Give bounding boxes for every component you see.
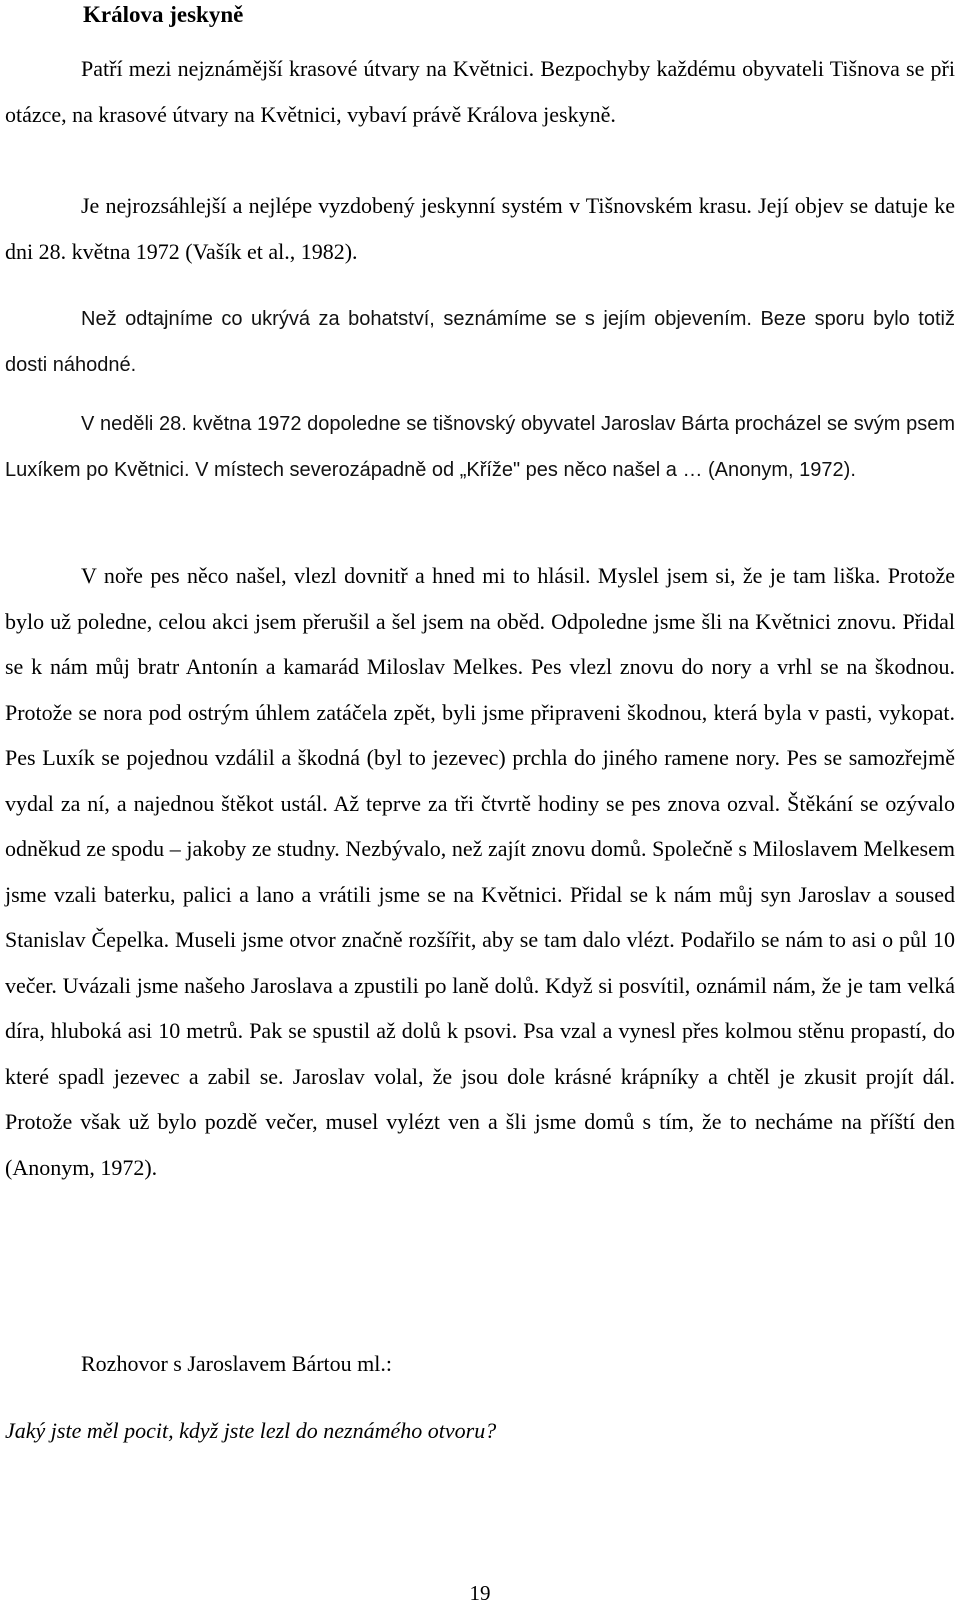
paragraph-question: Jaký jste měl pocit, když jste lezl do neznámého otvoru? [5,1418,497,1443]
section-heading: Králova jeskyně [83,2,244,27]
paragraph-system: Je nejrozsáhlejší a nejlépe vyzdobený jeskynní systém v Tišnovském krasu. Její objev se datuje ke dni 28. května 1972 (Vašík et al., 1982). [5,193,955,264]
paragraph-intro: Patří mezi nejznámější krasové útvary na Květnici. Bezpochyby každému obyvateli Tišnova se při otázce, na krasové útvary na Květnici, vybaví právě Králova jeskyně. [5,56,955,127]
paragraph-discovery-intro: Než odtajníme co ukrývá za bohatství, seznámíme se s jejím objevením. Beze sporu bylo totiž dosti náhodné. [5,308,955,376]
paragraph-testimony: V noře pes něco našel, vlezl dovnitř a hned mi to hlásil. Myslel jsem si, že je tam liška. Protože bylo už poledne, celou akci jsem přerušil a šel jsem na oběd. Odpoledne jsme šli na Květnici znovu. Přidal se k nám můj bratr Antonín a kamarád Miloslav Melkes. Pes vlezl znovu do nory a vrhl se na škodnou. Protože se nora pod ostrým úhlem zatáčela zpět, byli jsme připraveni škodnou, která byla v pasti, vykopat. Pes Luxík se pojednou vzdálil a škodná (byl to jezevec) prchla do jiného ramene nory. Pes se samozřejmě vydal za ní, a najednou štěkot ustál. Až teprve za tři čtvrtě hodiny se pes znova ozval. Štěkání se ozývalo odněkud ze spodu – jakoby ze studny. Nezbývalo, než zajít znovu domů. Společně s Miloslavem Melkesem jsme vzali baterku, palici a lano a vrátili jsme se na Květnici. Přidal se k nám můj syn Jaroslav a soused Stanislav Čepelka. Museli jsme otvor značně rozšířit, aby se tam dalo vlézt. Podařilo se nám to asi o půl 10 večer. Uvázali jsme našeho Jaroslava a zpustili po laně dolů. Když si posvítil, oznámil nám, že je tam velká díra, hluboká asi 10 metrů. Pak se spustil až dolů k psovi. Psa vzal a vynesl přes kolmou stěnu propastí, do které spadl jezevec a zabil se. Jaroslav volal, že jsou dole krásné krápníky a chtěl je zkusit projít dál. Protože však už bylo pozdě večer, musel vylézt ven a šli jsme domů s tím, že to necháme na příští den (Anonym, 1972). [5,563,955,1180]
paragraph-sunday: V neděli 28. května 1972 dopoledne se tišnovský obyvatel Jaroslav Bárta procházel se svým psem Luxíkem po Květnici. V místech severozápadně od „Kříže" pes něco našel a … (Anonym, 1972). [5,413,955,481]
paragraph-interview-title: Rozhovor s Jaroslavem Bártou ml.: [81,1351,393,1376]
page-number: 19 [469,1581,491,1605]
